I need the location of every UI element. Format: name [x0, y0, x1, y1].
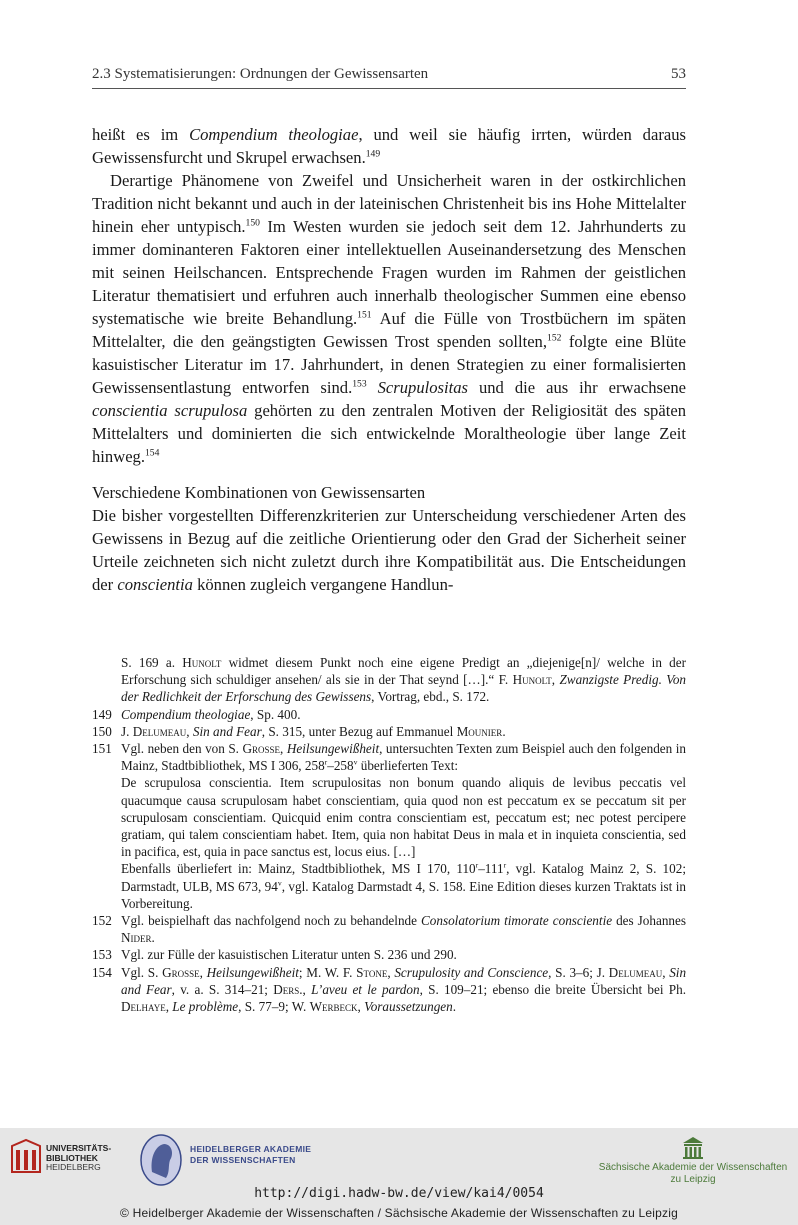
- italic-text: Scrupulositas: [377, 378, 468, 397]
- footnotes: [92, 654, 686, 1015]
- footnote: [92, 723, 686, 740]
- text-run: .: [502, 723, 506, 739]
- page-number: 53: [671, 66, 686, 82]
- text-run: ; M. W. F.: [298, 964, 357, 980]
- text-run: ,: [551, 672, 560, 688]
- footnote-ref: 150: [245, 217, 260, 229]
- footnote-ref: 154: [145, 447, 160, 459]
- text-run: ,: [662, 964, 670, 980]
- text-run: , vgl. Katalog Mainz 2, S. 102; Darmstadt, ULB, MS 673, 94: [121, 861, 686, 894]
- running-title: 2.3 Systematisierungen: Ordnungen der Gewissensarten: [92, 66, 429, 82]
- small-caps-name: Hunolt: [512, 672, 552, 688]
- ub-logo-icon: [10, 1138, 42, 1174]
- footnote-number: 154: [92, 964, 112, 980]
- small-caps-name: Delumeau: [608, 964, 663, 980]
- ub-logo-line: UNIVERSITÄTS-: [46, 1143, 112, 1153]
- italic-text: L’aveu et le pardon: [311, 981, 420, 997]
- saw-logo-line: Sächsische Akademie der Wissenschaften: [598, 1162, 788, 1173]
- italic-text: Compendium theologiae: [189, 125, 359, 144]
- footnote-ref: 152: [547, 332, 562, 344]
- text-run: , S. 109–21; ebenso die breite Übersicht bei Ph.: [419, 981, 687, 997]
- footnote-paragraph: [121, 912, 686, 946]
- text-run: , Vortrag, ebd., S. 172.: [371, 689, 490, 705]
- italic-text: Sin and Fear: [192, 723, 262, 739]
- footnote-paragraph: [121, 964, 686, 1016]
- footnote-ref: v: [277, 878, 282, 888]
- text-run: ,: [186, 723, 193, 739]
- footnote-number: 150: [92, 723, 112, 739]
- italic-text: Sin and Fear: [121, 964, 687, 997]
- text-run: Derartige Phänomene von Zweifel und Unsicherheit waren in der ostkirchlichen Tradition nicht bekannt und auch in der lateinischen Christenheit bis ins Hohe Mittelalter hinein eher untypisch.: [92, 171, 686, 236]
- footnote-ref: r: [324, 757, 328, 767]
- text-run: , vgl. Katalog Darmstadt 4, S. 158. Eine Edition dieses kurzen Traktats ist in Vorbereitung.: [121, 878, 686, 911]
- italic-text: Le problème: [172, 999, 239, 1015]
- footnote: [92, 654, 686, 706]
- footnote-paragraph: [121, 860, 686, 912]
- hadw-logo-line: DER WISSENSCHAFTEN: [190, 1155, 296, 1165]
- digitization-footer: [0, 1128, 798, 1225]
- ub-logo-line: HEIDELBERG: [46, 1162, 101, 1172]
- text-run: , untersuchten Texten zum Beispiel auch den folgenden in Mainz, Stadtbibliothek, MS I 306, 258: [121, 741, 687, 774]
- footnote-paragraph: [121, 946, 686, 963]
- text-run: , S. 77–9; W.: [238, 999, 310, 1015]
- text-run: überlieferten Text:: [357, 758, 459, 774]
- text-run: , S. 315, unter Bezug auf Emmanuel: [261, 723, 457, 739]
- small-caps-name: Delumeau: [132, 723, 187, 739]
- italic-text: Heilsungewißheit: [286, 741, 380, 757]
- italic-text: Zwanzigste Predig. Von der Redlichkeit der Erforschung des Gewissens: [121, 672, 687, 705]
- footnote: [92, 706, 686, 723]
- small-caps-name: Ders.: [273, 981, 303, 997]
- footnote-ref: 151: [357, 309, 372, 321]
- hadw-head-icon: [138, 1132, 184, 1188]
- text-run: .: [452, 999, 457, 1015]
- small-caps-name: Nider: [121, 930, 152, 946]
- text-run: , Sp. 400.: [250, 706, 301, 722]
- text-run: Vgl. beispielhaft das nachfolgend noch zu behandelnde: [121, 913, 421, 929]
- footnote-ref: r: [475, 861, 479, 871]
- saw-building-icon: [682, 1136, 704, 1160]
- italic-text: Scrupulosity and Conscience: [394, 964, 549, 980]
- main-text: [92, 123, 686, 596]
- text-run: J.: [121, 723, 133, 739]
- ub-logo-line: BIBLIOTHEK: [46, 1152, 98, 1163]
- text-run: ,: [302, 981, 312, 997]
- paragraph: [92, 504, 686, 596]
- text-run: gehörten zu den zentralen Motiven der Religiosität des späten Mittelalters und dominierten die sich entwickelnde Moraltheologie über lange Zeit hinweg.: [92, 401, 686, 466]
- section-heading: Verschiedene Kombinationen von Gewissensarten: [92, 483, 426, 502]
- running-header: [92, 64, 686, 89]
- italic-text: Heilsungewißheit: [206, 964, 299, 980]
- text-run: Vgl. neben den von S.: [121, 741, 243, 757]
- text-run: Ebenfalls überliefert in: Mainz, Stadtbibliothek, MS I 170, 110: [121, 861, 476, 877]
- text-run: folgte eine Blüte kasuistischer Literatur im 17. Jahrhundert, in denen Strategien zu einer formalisierten Gewissensentlastung entworfen sind.: [92, 332, 686, 397]
- text-run: .: [151, 930, 155, 946]
- text-run: können zugleich vergangene Handlun-: [192, 575, 454, 594]
- ub-heidelberg-logo[interactable]: [10, 1138, 120, 1178]
- text-run: ,: [165, 999, 173, 1015]
- permalink-url[interactable]: http://digi.hadw-bw.de/view/kai4/0054: [254, 1186, 544, 1201]
- footnote: [92, 740, 686, 912]
- italic-text: conscientia: [117, 575, 193, 594]
- footnote-number: 149: [92, 706, 112, 722]
- copyright-notice: © Heidelberger Akademie der Wissenschaften / Sächsische Akademie der Wissenschaften zu Leipzig: [120, 1206, 678, 1220]
- footnote: [92, 912, 686, 946]
- small-caps-name: Grosse: [162, 964, 200, 980]
- text-run: , S. 3–6; J.: [548, 964, 609, 980]
- footnote-number: 153: [92, 947, 112, 963]
- text-run: ,: [280, 741, 287, 757]
- footnote-paragraph: [121, 723, 686, 740]
- footnote-paragraph: [121, 706, 686, 723]
- italic-text: Voraussetzungen: [364, 999, 453, 1015]
- text-run: –258: [327, 758, 354, 774]
- footnote: [92, 964, 686, 1016]
- paragraph: [92, 123, 686, 169]
- text-run: des Johannes: [612, 913, 686, 929]
- text-run: ,: [199, 964, 207, 980]
- text-run: S. 169 a.: [121, 655, 183, 670]
- paragraph: [92, 169, 686, 468]
- small-caps-name: Hunolt: [182, 655, 222, 670]
- text-run: ,: [357, 999, 365, 1015]
- small-caps-name: Grosse: [242, 741, 281, 757]
- footnote: [92, 946, 686, 963]
- text-run: Vgl. S.: [121, 964, 163, 980]
- footnote-paragraph: [121, 654, 686, 706]
- text-run: Die bisher vorgestellten Differenzkriterien zur Unterscheidung verschiedener Arten des Gewissens in Bezug auf die zeitliche Orientierung oder den Grad der Sicherheit seiner Urteile zeichneten sich nicht zuletzt durch ihre Kompatibilität aus. Die Entscheidungen der: [92, 506, 686, 594]
- text-run: , und weil sie häufig irrten, würden daraus Gewissensfurcht und Skrupel erwachsen.: [92, 125, 686, 167]
- footnote-ref: 153: [352, 378, 367, 390]
- text-run: Vgl. zur Fülle der kasuistischen Literatur unten S. 236 und 290.: [121, 947, 457, 963]
- saw-logo-line: zu Leipzig: [670, 1174, 716, 1185]
- text-run: , v. a. S. 314–21;: [171, 981, 274, 997]
- footnote-number: 151: [92, 741, 112, 757]
- footnote-ref: v: [353, 757, 358, 767]
- text-run: widmet diesem Punkt noch eine eigene Predigt an „diejenige[n]/ welche in der Erforschung sich schuldiger ansehen/ als sie in der That seynd […].“ F.: [121, 655, 687, 688]
- small-caps-name: Delhaye: [121, 999, 166, 1015]
- italic-text: conscientia scrupulosa: [92, 401, 248, 420]
- small-caps-name: Mounier: [456, 723, 503, 739]
- text-run: Im Westen wurden sie jedoch seit dem 12. Jahrhunderts zu immer dominanteren Faktoren einer intellektuellen Auseinandersetzung des Menschen mit seinen Heilschancen. Entsprechende Fragen wurden im Rahmen der geistlichen Literatur thematisiert und erfuhren auch innerhalb theologischer Summen eine ebenso systematische wie breite Behandlung.: [92, 217, 686, 328]
- footnote-paragraph: [121, 740, 686, 774]
- text-run: ,: [387, 964, 395, 980]
- small-caps-name: Werbeck: [309, 999, 358, 1015]
- footnote-ref: 149: [365, 148, 381, 160]
- text-run: Auf die Fülle von Trostbüchern im späten Mittelalter, die den geängstigten Gewissen Trost spenden sollten,: [92, 309, 686, 351]
- footnote-paragraph: [121, 774, 686, 860]
- small-caps-name: Stone: [356, 964, 388, 980]
- hadw-logo[interactable]: [138, 1132, 338, 1192]
- text-run: heißt es im: [92, 125, 190, 144]
- hadw-logo-line: HEIDELBERGER AKADEMIE: [190, 1144, 312, 1154]
- text-run: [367, 378, 378, 397]
- text-run: –111: [478, 861, 504, 877]
- text-run: und die aus ihr erwachsene: [467, 378, 686, 397]
- italic-text: Consolatorium timorate conscientie: [420, 913, 613, 929]
- footnote-ref: r: [503, 861, 507, 871]
- footnote-number: 152: [92, 913, 112, 929]
- text-run: De scrupulosa conscientia. Item scrupulositas non bonum quando aliquis de levibus peccatis vel quacumque causa scrupulosam habet conscientiam, quia quod non est peccatum ex se peccatum sit per scrupulosam conscientiam. Quicquid enim contra conscientiam est, peccatum est; nec potest percipere gratiam, qui talem conscientiam habet. Item, quia non habitat Deus in mala et in inquieta conscientia, sed in pacifica, est, quia in pace sanctus est, locus eius. […]: [121, 775, 686, 860]
- italic-text: Compendium theologiae: [121, 706, 251, 722]
